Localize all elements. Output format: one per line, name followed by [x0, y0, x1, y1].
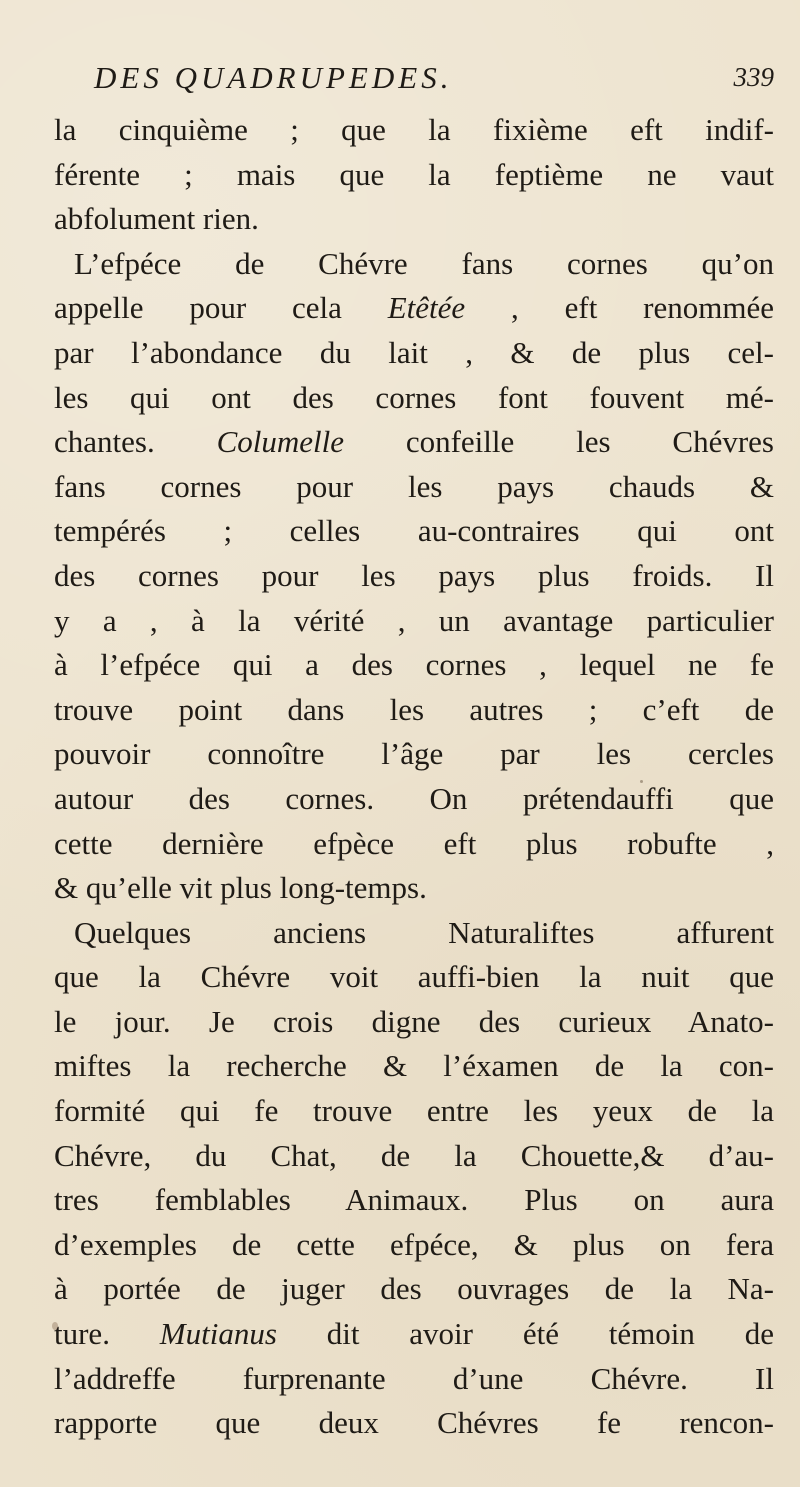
- text-line: les qui ont des cornes font fouvent mé-: [54, 379, 774, 415]
- text-line: miftes la recherche & l’éxamen de la con-: [54, 1048, 774, 1084]
- paragraph-start-line: L’efpéce de Chévre fans cornes qu’on: [74, 245, 774, 281]
- text-line: férente ; mais que la feptième ne vaut: [54, 156, 774, 192]
- text-line: que la Chévre voit auffi-bien la nuit que: [54, 959, 774, 995]
- text-line: & qu’elle vit plus long-temps.: [54, 870, 427, 906]
- page-number: 339: [733, 62, 774, 92]
- text-line: cette dernière efpèce eft plus robufte ,: [54, 825, 774, 861]
- page-header: [94, 60, 774, 104]
- text-line: rapporte que deux Chévres fe rencon-: [54, 1405, 774, 1441]
- italic-author-name: Columelle: [216, 424, 344, 460]
- text-line: par l’abondance du lait , & de plus cel-: [54, 334, 774, 370]
- text-line: abfolument rien.: [54, 201, 259, 237]
- text-line: à l’efpéce qui a des cornes , lequel ne fe: [54, 647, 774, 683]
- text-line: des cornes pour les pays plus froids. Il: [54, 557, 774, 593]
- text-line: l’addreffe furprenante d’une Chévre. Il: [54, 1360, 774, 1396]
- text-line: la cinquième ; que la fixième eft indif-: [54, 112, 774, 147]
- text-line: tres femblables Animaux. Plus on aura: [54, 1182, 774, 1218]
- text-line: chantes. Columelle confeille les Chévres: [54, 424, 774, 460]
- text-line: le jour. Je crois digne des curieux Anato-: [54, 1003, 774, 1039]
- body-text: [54, 108, 774, 1446]
- running-title: DES QUADRUPEDES.: [94, 60, 453, 95]
- paper-stain: [52, 1322, 58, 1330]
- text-line: d’exemples de cette efpéce, & plus on fera: [54, 1226, 774, 1262]
- paragraph-start-line: Quelques anciens Naturaliftes affurent: [74, 914, 774, 950]
- text-line: tempérés ; celles au-contraires qui ont: [54, 513, 774, 549]
- text-line: à portée de juger des ouvrages de la Na-: [54, 1271, 774, 1307]
- text-line: pouvoir connoître l’âge par les cercles: [54, 736, 774, 772]
- italic-term: Etêtée: [387, 290, 466, 326]
- paper-speck: [640, 780, 643, 783]
- text-line: y a , à la vérité , un avantage particulier: [54, 602, 774, 638]
- text-line: ture. Mutianus dit avoir été témoin de: [54, 1316, 774, 1352]
- text-line: appelle pour cela Etêtée , eft renommée: [54, 290, 774, 326]
- text-line: fans cornes pour les pays chauds &: [54, 468, 774, 504]
- text-line: Chévre, du Chat, de la Chouette,& d’au-: [54, 1137, 774, 1173]
- text-line: autour des cornes. On prétendauffi que: [54, 780, 774, 816]
- text-line: formité qui fe trouve entre les yeux de la: [54, 1093, 774, 1129]
- text-line: trouve point dans les autres ; c’eft de: [54, 691, 774, 727]
- italic-author-name: Mutianus: [159, 1316, 277, 1352]
